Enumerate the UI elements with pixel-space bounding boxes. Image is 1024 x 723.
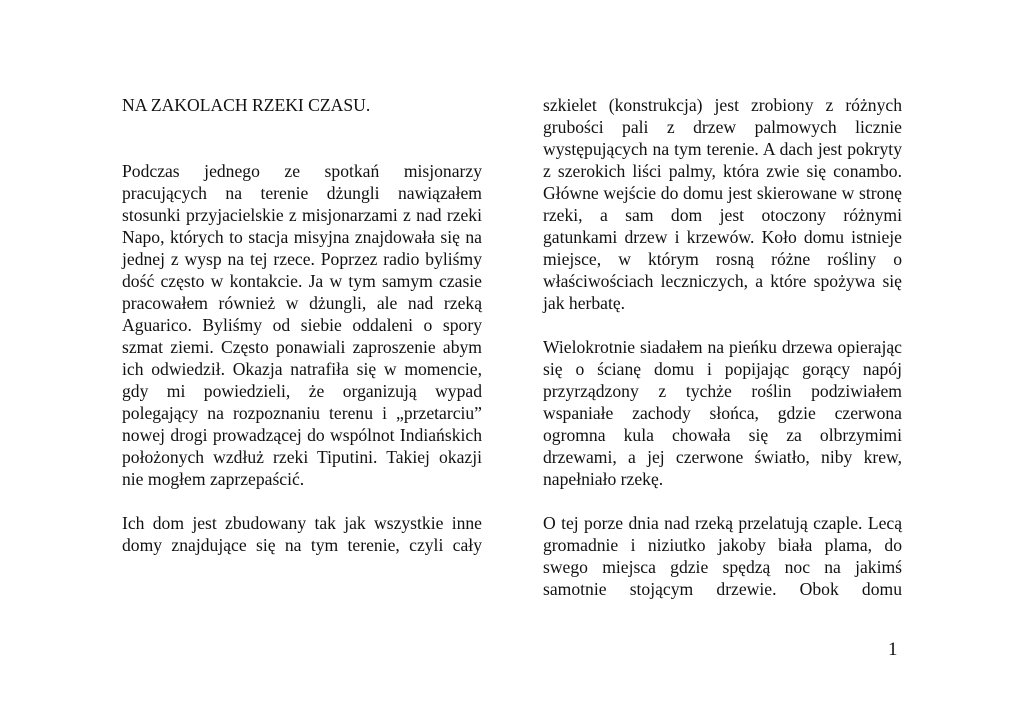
left-paragraph-2: Ich dom jest zbudowany tak jak wszystkie inne domy znajdujące się na tym terenie, czyli cały	[122, 513, 482, 555]
right-column	[543, 94, 902, 600]
right-paragraph-2: Wielokrotnie siadałem na pieńku drzewa opierając się o ścianę domu i popijając gorący napój przyrządzony z tychże roślin podziwiałem wspaniałe zachody słońca, gdzie czerwona ogromna kula chowała się za olbrzymimi drzewami, a jej czerwone światło, niby krew, napełniało rzekę.	[543, 337, 902, 489]
document-title: NA ZAKOLACH RZEKI CZASU.	[122, 95, 371, 115]
paragraph-spacing	[122, 490, 482, 512]
right-paragraph-3: O tej porze dnia nad rzeką przelatują czaple. Lecą gromadnie i niziutko jakoby biała plama, do swego miejsca gdzie spędzą noc na jakimś samotnie stojącym drzewie. Obok domu	[543, 513, 902, 599]
right-paragraph-1: szkielet (konstrukcja) jest zrobiony z różnych grubości pali z drzew palmowych licznie występujących na tym terenie. A dach jest pokryty z szerokich liści palmy, która zwie się conambo. Główne wejście do domu jest skierowane w stronę rzeki, a sam dom jest otoczony różnymi gatunkami drzew i krzewów. Koło domu istnieje miejsce, w którym rosną różne rośliny o właściwościach leczniczych, a które spożywa się jak herbatę.	[543, 95, 902, 313]
paragraph-spacing	[543, 490, 902, 512]
paragraph-spacing	[543, 314, 902, 336]
left-column	[122, 94, 482, 556]
title-spacing	[122, 116, 482, 160]
left-paragraph-1: Podczas jednego ze spotkań misjonarzy pracujących na terenie dżungli nawiązałem stosunki przyjacielskie z misjonarzami z nad rzeki Napo, których to stacja misyjna znajdowała się na jednej z wysp na tej rzece. Poprzez radio byliśmy dość często w kontakcie. Ja w tym samym czasie pracowałem również w dżungli, ale nad rzeką Aguarico. Byliśmy od siebie oddaleni o spory szmat ziemi. Często ponawiali zaproszenie abym ich odwiedził. Okazja natrafiła się w momencie, gdy mi powiedzieli, że organizują wypad polegający na rozpoznaniu terenu i „przetarciu” nowej drogi prowadzącej do wspólnot Indiańskich położonych wzdłuż rzeki Tiputini. Takiej okazji nie mogłem zaprzepaścić.	[122, 161, 482, 489]
page-number: 1	[888, 639, 898, 660]
